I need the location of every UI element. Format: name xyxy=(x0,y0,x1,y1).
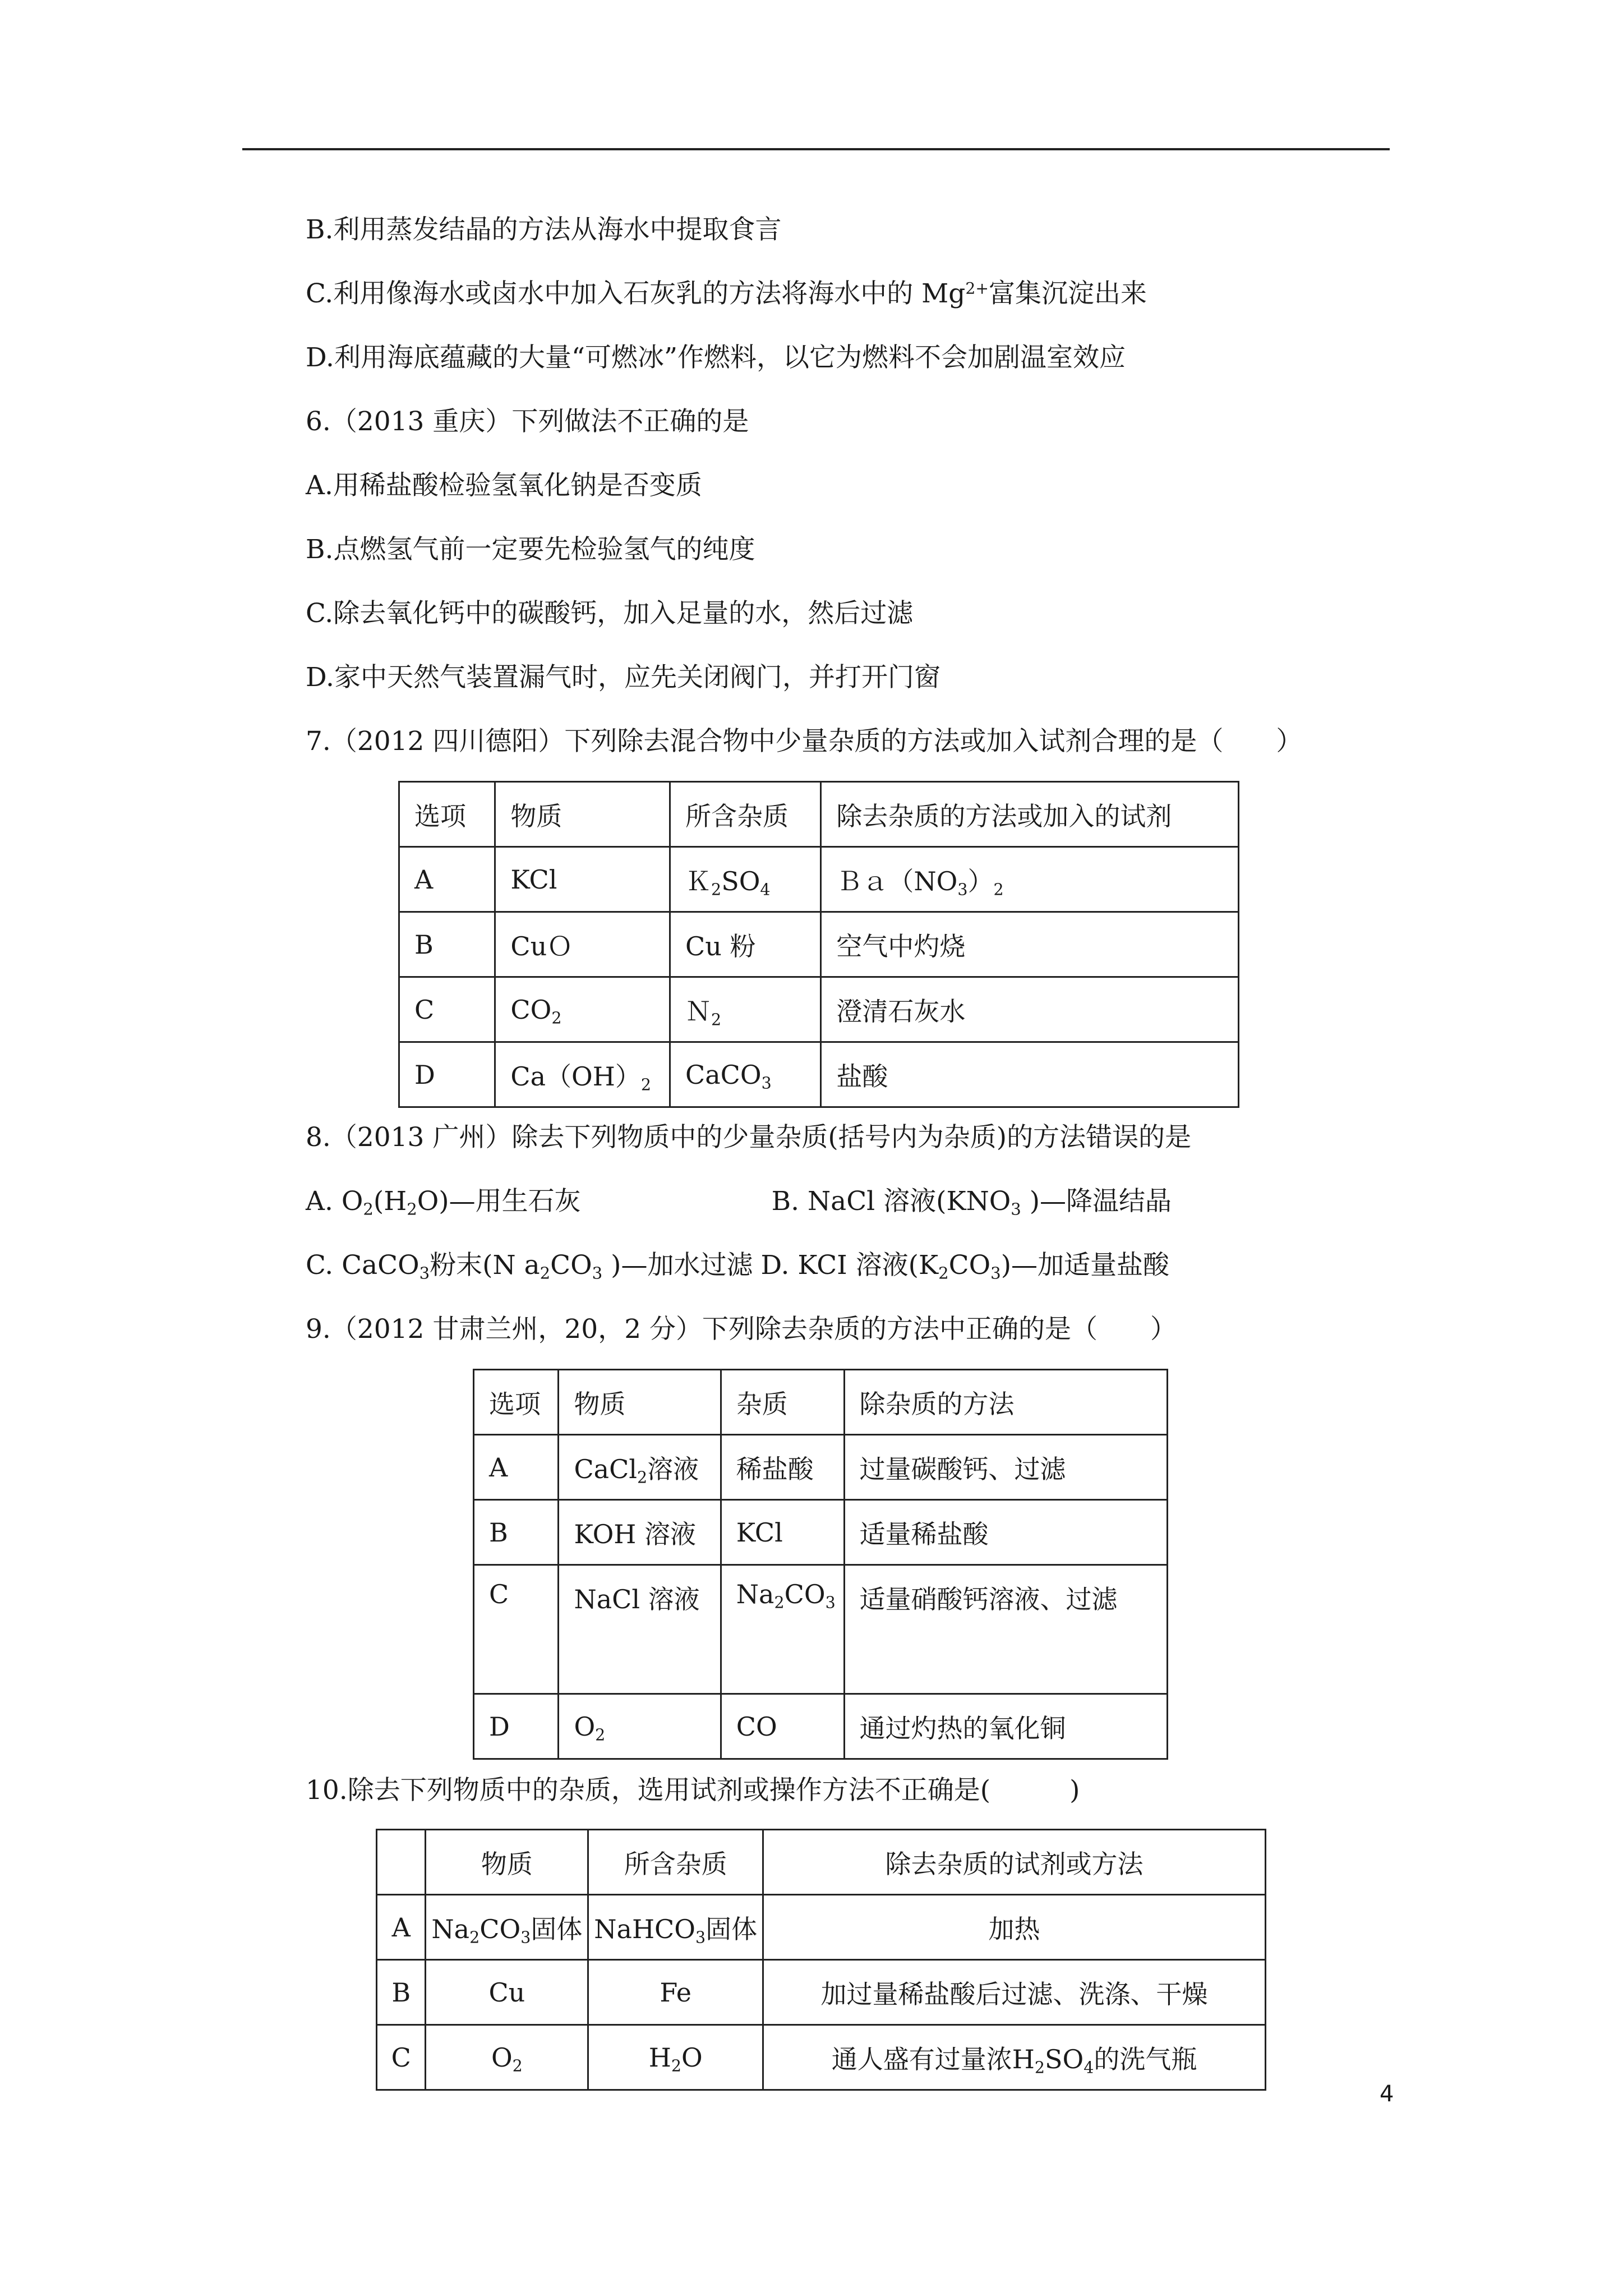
substance-cell: Cu xyxy=(426,1960,588,2025)
option-6a: A.用稀盐酸检验氢氧化钠是否变质 xyxy=(306,470,702,501)
header-cell: 除去杂质的方法或加入的试剂 xyxy=(821,782,1239,847)
method-cell: 澄清石灰水 xyxy=(821,977,1239,1042)
option-cell: C xyxy=(377,2025,426,2090)
header-cell: 除去杂质的试剂或方法 xyxy=(763,1830,1266,1895)
table-header-row xyxy=(377,1830,1266,1895)
table-row xyxy=(399,1042,1239,1107)
option-8c: C. CaCO$_3$粉末(N $a_2CO_3$ )—加水过滤 xyxy=(306,1250,753,1283)
impurity-cell: CaCO$_3$ xyxy=(670,1042,821,1107)
option-6c: C.除去氧化钙中的碳酸钙，加入足量的水，然后过滤 xyxy=(306,598,914,629)
question-8: 8.（2013 广州）除去下列物质中的少量杂质(括号内为杂质)的方法错误的是 xyxy=(306,1122,1192,1153)
method-cell: 通人盛有过量浓$H_2SO_4$的洗气瓶 xyxy=(763,2025,1266,2090)
option-cell: C xyxy=(474,1565,559,1694)
option-cell: A xyxy=(474,1435,559,1500)
table-header-row xyxy=(474,1370,1168,1435)
option-5c: C.利用像海水或卤水中加入石灰乳的方法将海水中的 $Mg^{2+}$富集沉淀出来 xyxy=(306,278,1147,309)
method-cell: $Ba(NO_3)_2$ xyxy=(821,847,1239,912)
substance-cell: NaCl 溶液 xyxy=(559,1565,721,1694)
table-row xyxy=(377,2025,1266,2090)
page-number: 4 xyxy=(1380,2081,1394,2107)
table-row xyxy=(377,1895,1266,1960)
option-5d: D.利用海底蕴藏的大量“可燃冰”作燃料，以它为燃料不会加剧温室效应 xyxy=(306,342,1126,373)
option-cell: B xyxy=(474,1500,559,1565)
impurity-cell: $Na_2CO_3$ xyxy=(721,1565,844,1694)
header-cell xyxy=(377,1830,426,1895)
option-8d: D. KCI 溶液$(K_2CO_3)—$加适量盐酸 xyxy=(760,1250,1170,1283)
method-cell: 加过量稀盐酸后过滤、洗涤、干燥 xyxy=(763,1960,1266,2025)
table-row xyxy=(399,912,1239,977)
table-row xyxy=(377,1960,1266,2025)
option-cell: B xyxy=(399,912,495,977)
header-cell: 所含杂质 xyxy=(588,1830,763,1895)
option-cell: A xyxy=(399,847,495,912)
question-9: 9.（2012 甘肃兰州，20，2 分）下列除去杂质的方法中正确的是（ ） xyxy=(306,1314,1177,1345)
impurity-cell: $K_2SO_4$ xyxy=(670,847,821,912)
header-cell: 物质 xyxy=(495,782,670,847)
impurity-cell: Ｎ$_2$ xyxy=(670,977,821,1042)
table-row xyxy=(474,1500,1168,1565)
method-cell: 适量稀盐酸 xyxy=(844,1500,1167,1565)
option-cell: A xyxy=(377,1895,426,1960)
method-cell: 适量硝酸钙溶液、过滤 xyxy=(844,1565,1167,1694)
method-cell: 盐酸 xyxy=(821,1042,1239,1107)
question-10: 10.除去下列物质中的杂质，选用试剂或操作方法不正确是( ) xyxy=(306,1775,1080,1806)
method-cell: 过量碳酸钙、过滤 xyxy=(844,1435,1167,1500)
table-row xyxy=(474,1565,1168,1694)
impurity-cell: $H_2O$ xyxy=(588,2025,763,2090)
substance-cell: $O_2$ xyxy=(559,1694,721,1759)
table-q10 xyxy=(376,1829,1266,2091)
impurity-cell: 稀盐酸 xyxy=(721,1435,844,1500)
substance-cell: $Na_2CO_3$固体 xyxy=(426,1895,588,1960)
substance-cell: $CO_2$ xyxy=(495,977,670,1042)
impurity-cell: Fe xyxy=(588,1960,763,2025)
option-cell: B xyxy=(377,1960,426,2025)
header-cell: 杂质 xyxy=(721,1370,844,1435)
table-row xyxy=(399,847,1239,912)
substance-cell: KCl xyxy=(495,847,670,912)
method-cell: 通过灼热的氧化铜 xyxy=(844,1694,1167,1759)
question-6: 6.（2013 重庆）下列做法不正确的是 xyxy=(306,406,749,437)
question-7: 7.（2012 四川德阳）下列除去混合物中少量杂质的方法或加入试剂合理的是（ ） xyxy=(306,726,1303,757)
impurity-cell: CO xyxy=(721,1694,844,1759)
table-row xyxy=(399,977,1239,1042)
impurity-cell: KCl xyxy=(721,1500,844,1565)
header-cell: 选项 xyxy=(399,782,495,847)
option-8a: A. $O_2(H_2O)—$用生石灰 xyxy=(306,1186,581,1219)
substance-cell: $O_2$ xyxy=(426,2025,588,2090)
option-8b: B. NaCl 溶液($KNO_3$ )—降温结晶 xyxy=(771,1186,1172,1219)
substance-cell: CaCl$_2$溶液 xyxy=(559,1435,721,1500)
q8-options-ab xyxy=(306,1185,1172,1218)
q8-options-cd xyxy=(306,1249,1169,1282)
option-cell: C xyxy=(399,977,495,1042)
header-cell: 所含杂质 xyxy=(670,782,821,847)
header-cell: 物质 xyxy=(426,1830,588,1895)
substance-cell: KOH 溶液 xyxy=(559,1500,721,1565)
option-5b: B.利用蒸发结晶的方法从海水中提取食言 xyxy=(306,214,782,245)
header-cell: 除杂质的方法 xyxy=(844,1370,1167,1435)
header-cell: 选项 xyxy=(474,1370,559,1435)
option-cell: D xyxy=(399,1042,495,1107)
header-rule xyxy=(242,148,1390,150)
table-row xyxy=(474,1435,1168,1500)
impurity-cell: NaHCO$_3$固体 xyxy=(588,1895,763,1960)
option-6b: B.点燃氢气前一定要先检验氢气的纯度 xyxy=(306,534,755,565)
impurity-cell: Cu 粉 xyxy=(670,912,821,977)
method-cell: 加热 xyxy=(763,1895,1266,1960)
method-cell: 空气中灼烧 xyxy=(821,912,1239,977)
option-cell: D xyxy=(474,1694,559,1759)
table-header-row xyxy=(399,782,1239,847)
table-row xyxy=(474,1694,1168,1759)
header-cell: 物质 xyxy=(559,1370,721,1435)
table-q9 xyxy=(473,1369,1168,1760)
substance-cell: CuＯ xyxy=(495,912,670,977)
substance-cell: $Ca(OH)_2$ xyxy=(495,1042,670,1107)
table-q7 xyxy=(398,781,1239,1108)
option-6d: D.家中天然气装置漏气时，应先关闭阀门，并打开门窗 xyxy=(306,662,940,693)
